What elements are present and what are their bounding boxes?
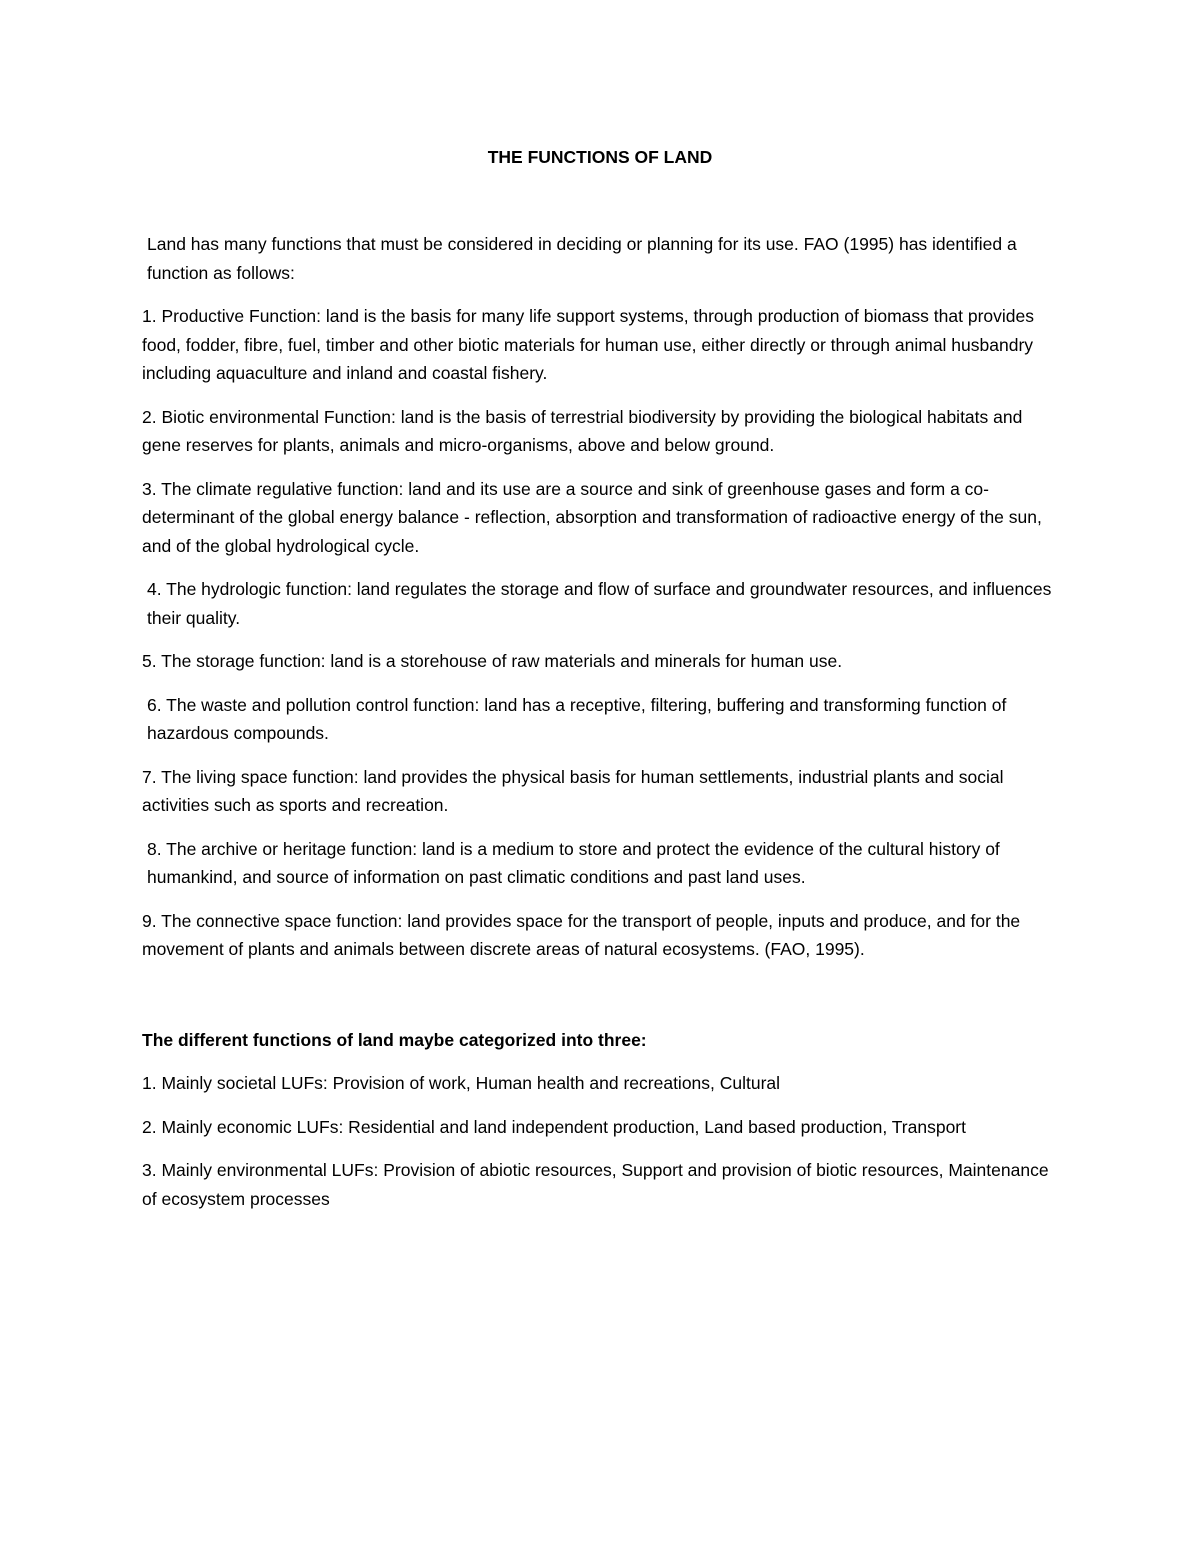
- function-item-2: 2. Biotic environmental Function: land is the basis of terrestrial biodiversity by providing the biological habitats and gene reserves for plants, animals and micro-organisms, above and below ground.: [142, 406, 1023, 455]
- categories-heading: The different functions of land maybe categorized into three:: [142, 1029, 647, 1050]
- function-item-6: 6. The waste and pollution control function: land has a receptive, filtering, buffering and transforming function of hazardous compounds.: [147, 694, 1007, 743]
- function-item-5: 5. The storage function: land is a storehouse of raw materials and minerals for human use.: [142, 651, 843, 671]
- document-title: THE FUNCTIONS OF LAND: [487, 147, 713, 167]
- function-item-9: 9. The connective space function: land provides space for the transport of people, inputs and produce, and for the movement of plants and animals between discrete areas of natural ecosystems. (FAO, 1995).: [142, 910, 1021, 959]
- document-body: [142, 230, 1062, 1228]
- category-item-3: 3. Mainly environmental LUFs: Provision of abiotic resources, Support and provision of biotic resources, Maintenance of ecosystem processes: [142, 1160, 1049, 1209]
- function-item-8: 8. The archive or heritage function: land is a medium to store and protect the evidence of the cultural history of humankind, and source of information on past climatic conditions and past land uses.: [147, 838, 1000, 887]
- intro-paragraph: Land has many functions that must be considered in deciding or planning for its use. FAO (1995) has identified a function as follows:: [147, 234, 1017, 283]
- function-item-7: 7. The living space function: land provides the physical basis for human settlements, industrial plants and social activities such as sports and recreation.: [142, 766, 1004, 815]
- function-item-1: 1. Productive Function: land is the basis for many life support systems, through production of biomass that provides food, fodder, fibre, fuel, timber and other biotic materials for human use, either directly or through animal husbandry including aquaculture and inland and coastal fishery.: [142, 306, 1034, 383]
- function-item-3: 3. The climate regulative function: land and its use are a source and sink of greenhouse gases and form a co-determinant of the global energy balance - reflection, absorption and transformation of radioactive energy of the sun, and of the global hydrological cycle.: [142, 478, 1042, 556]
- category-item-2: 2. Mainly economic LUFs: Residential and land independent production, Land based production, Transport: [142, 1116, 966, 1137]
- section-spacer: [142, 979, 1062, 1026]
- function-item-4: 4. The hydrologic function: land regulates the storage and flow of surface and groundwater resources, and influences their quality.: [147, 579, 1052, 628]
- category-item-1: 1. Mainly societal LUFs: Provision of work, Human health and recreations, Cultural: [142, 1073, 781, 1093]
